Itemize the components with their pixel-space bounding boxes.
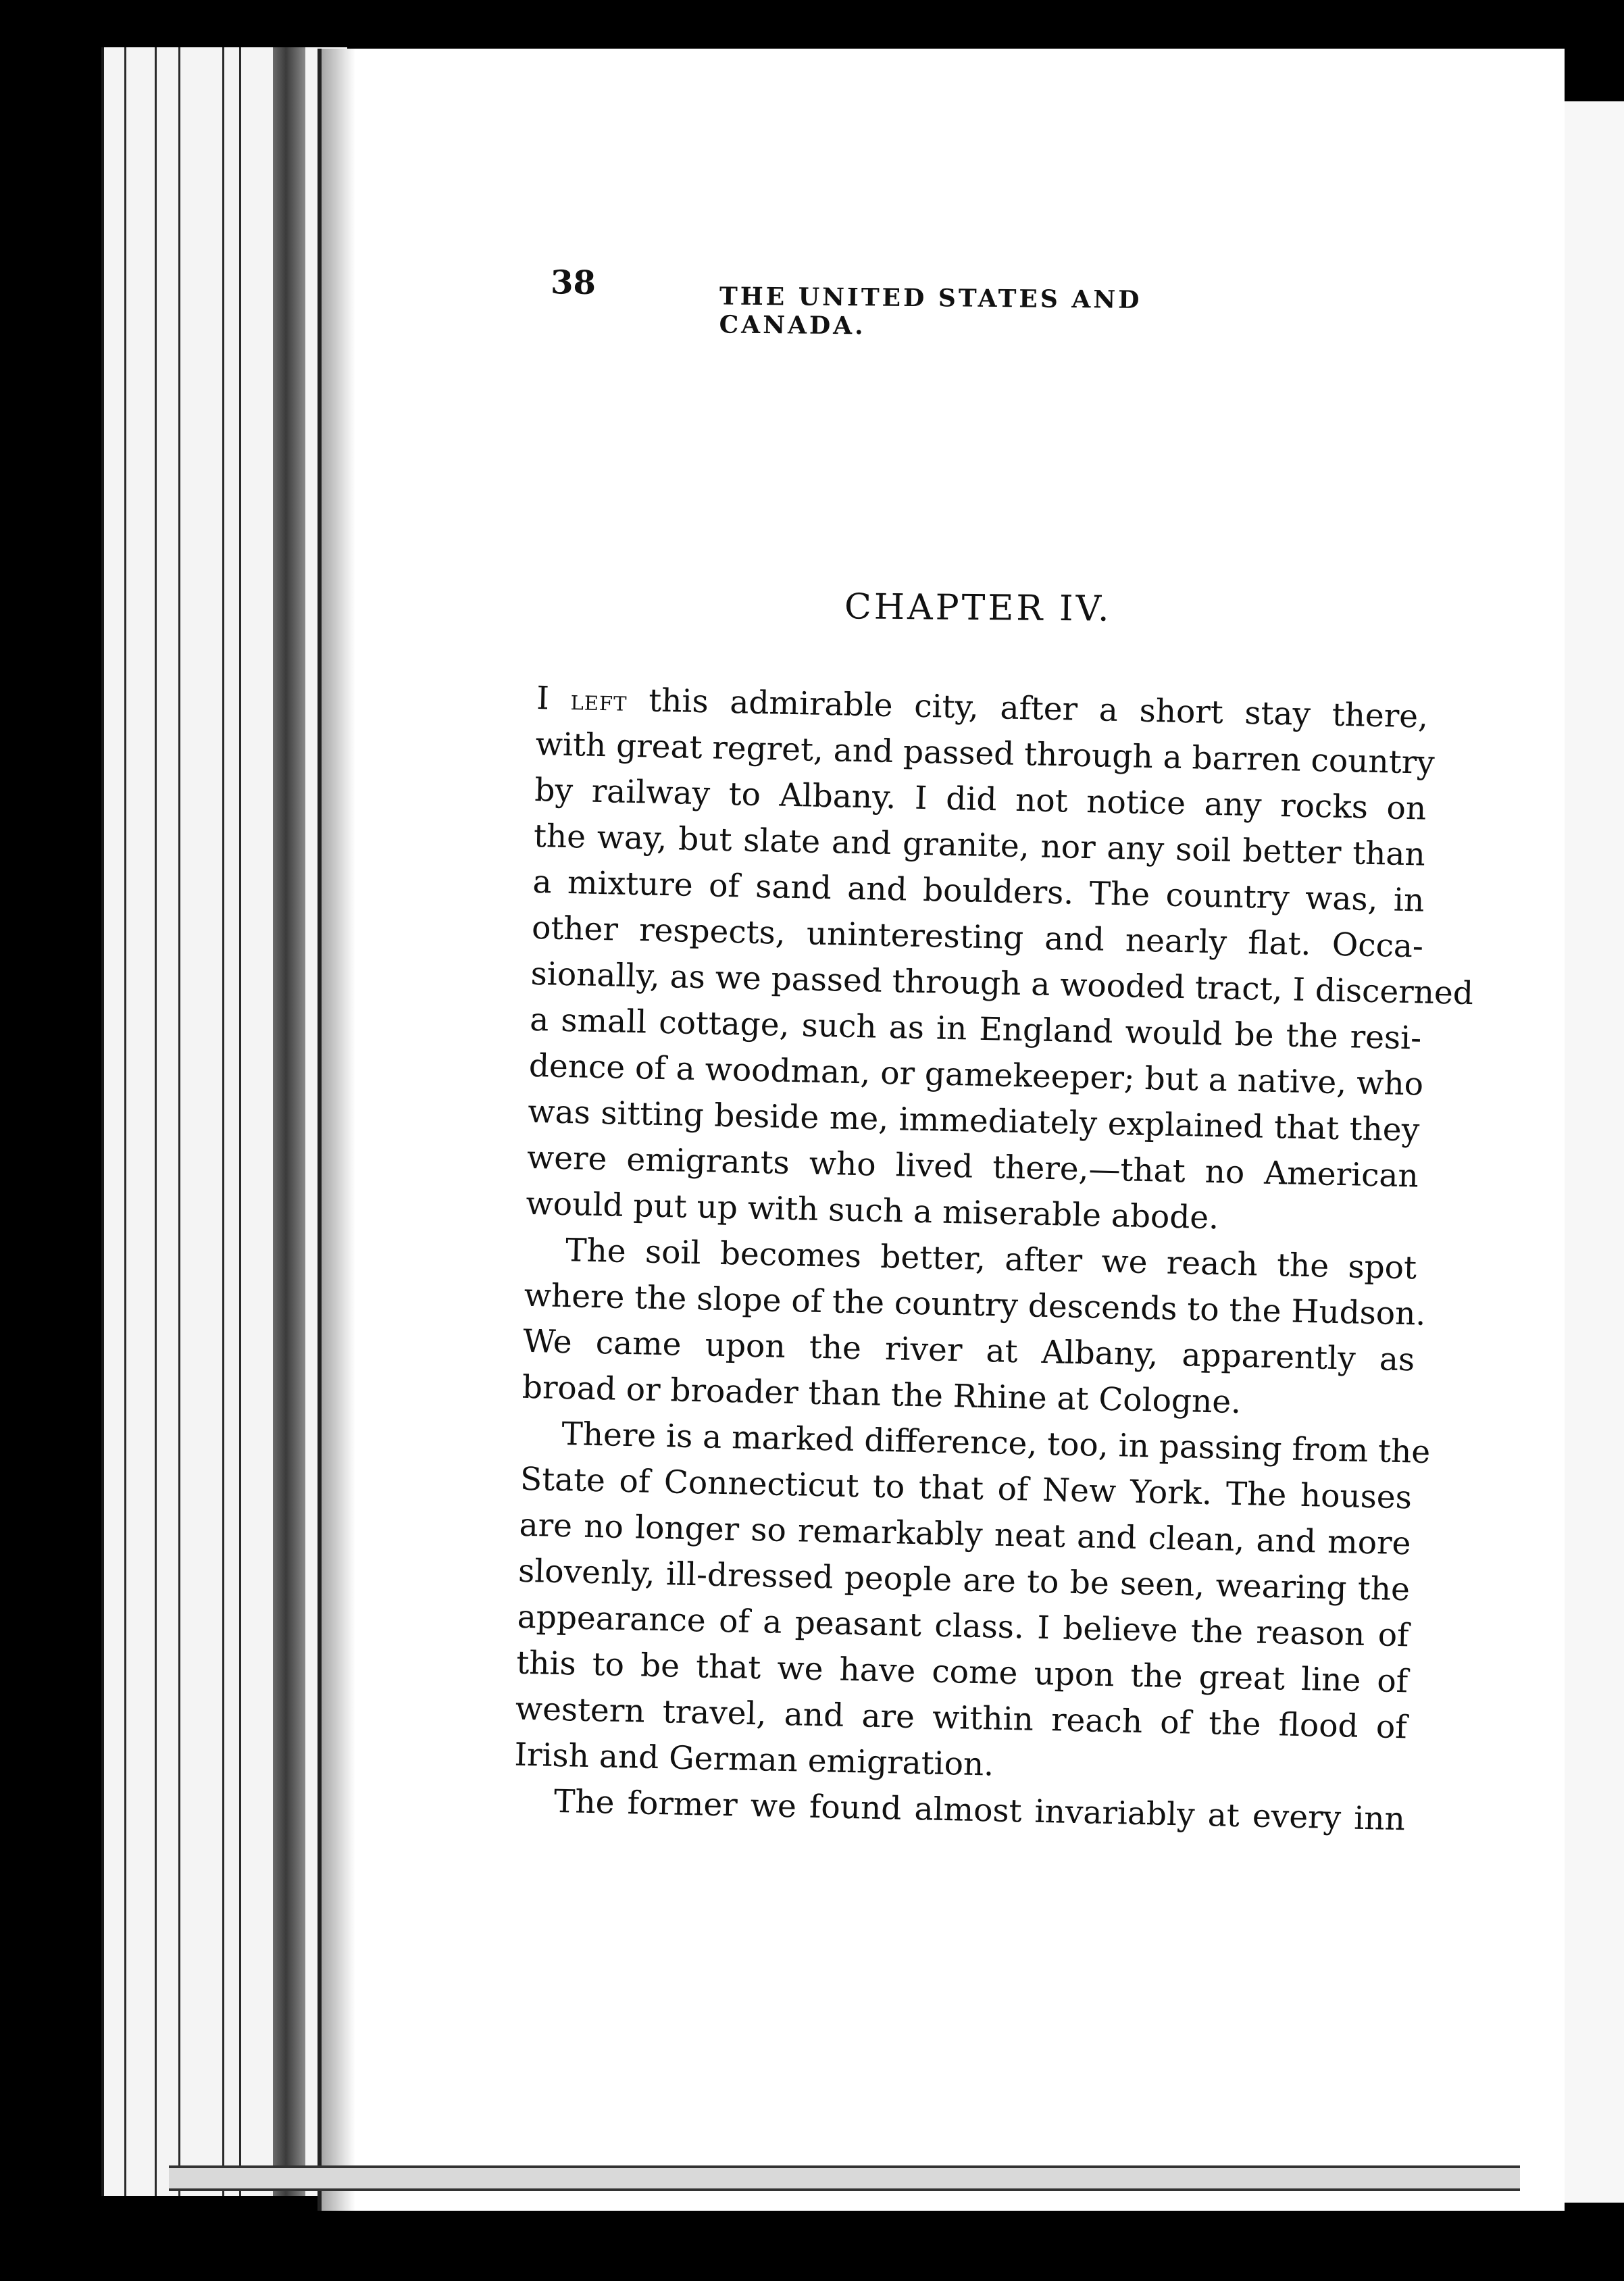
text-line: was sitting beside me, immediately explained that they	[527, 1093, 1420, 1149]
text-line: broad or broader than the Rhine at Cologne.	[522, 1368, 1242, 1422]
page-edge-line	[155, 47, 157, 2196]
running-head: THE UNITED STATES AND CANADA.	[719, 282, 1142, 341]
text-line: The soil becomes better, after we reach the spot	[565, 1232, 1417, 1287]
lead-smallcaps: left	[570, 683, 628, 718]
page-gutter-shadow	[322, 49, 355, 2211]
text-line: the way, but slate and granite, nor any soil better than	[533, 817, 1426, 874]
text-line: Irish and German emigration.	[513, 1736, 994, 1784]
page-number: 38	[550, 264, 597, 302]
chapter-title: CHAPTER IV.	[844, 586, 1112, 630]
text-line: sionally, as we passed through a wooded tract, I discerned	[530, 955, 1474, 1013]
text-line: by railway to Albany. I did not notice any rocks on	[534, 771, 1427, 828]
text-line: I left this admirable city, after a short stay there,	[536, 679, 1429, 736]
page-stack-edges	[101, 47, 347, 2196]
page-edge-line	[124, 47, 126, 2196]
text-line: would put up with such a miserable abode.	[526, 1184, 1219, 1237]
text-line: with great regret, and passed through a barren country	[535, 725, 1436, 782]
text-line: a small cottage, such as in England would be the resi-	[529, 1001, 1422, 1057]
facing-page-edge	[1560, 101, 1624, 2203]
lead-initial: I	[536, 679, 550, 718]
text-line: this to be that we have come upon the great line of	[515, 1644, 1409, 1701]
text-line: appearance of a peasant class. I believe the reason of	[517, 1598, 1410, 1655]
text-line: a mixture of sand and boulders. The country was, in	[532, 863, 1425, 920]
page-edge-shadow	[273, 47, 305, 2196]
text-line: slovenly, ill-dressed people are to be seen, wearing the	[517, 1552, 1411, 1609]
text-line: were emigrants who lived there,—that no American	[526, 1138, 1419, 1195]
text-line: We came upon the river at Albany, apparently as	[522, 1322, 1415, 1379]
page-edge-line	[239, 47, 241, 2196]
text-line: western travel, and are within reach of the flood of	[515, 1690, 1408, 1747]
page-bottom-edge	[169, 2165, 1520, 2191]
text-line: where the slope of the country descends to the Hudson.	[524, 1276, 1426, 1333]
text-line: dence of a woodman, or gamekeeper; but a native, who	[528, 1047, 1424, 1103]
text-line: are no longer so remarkably neat and clean, and more	[519, 1506, 1411, 1563]
page-edge-line	[178, 47, 180, 2196]
text-line: The former we found almost invariably at every inn	[553, 1782, 1406, 1838]
text-line: State of Connecticut to that of New York. The houses	[519, 1460, 1413, 1517]
text-line: other respects, uninteresting and nearly flat. Occa-	[531, 909, 1424, 966]
page-edge-line	[222, 47, 224, 2196]
body-text	[513, 676, 1474, 1843]
page-header	[550, 264, 1281, 341]
text-line: There is a marked difference, too, in passing from the	[561, 1415, 1431, 1471]
